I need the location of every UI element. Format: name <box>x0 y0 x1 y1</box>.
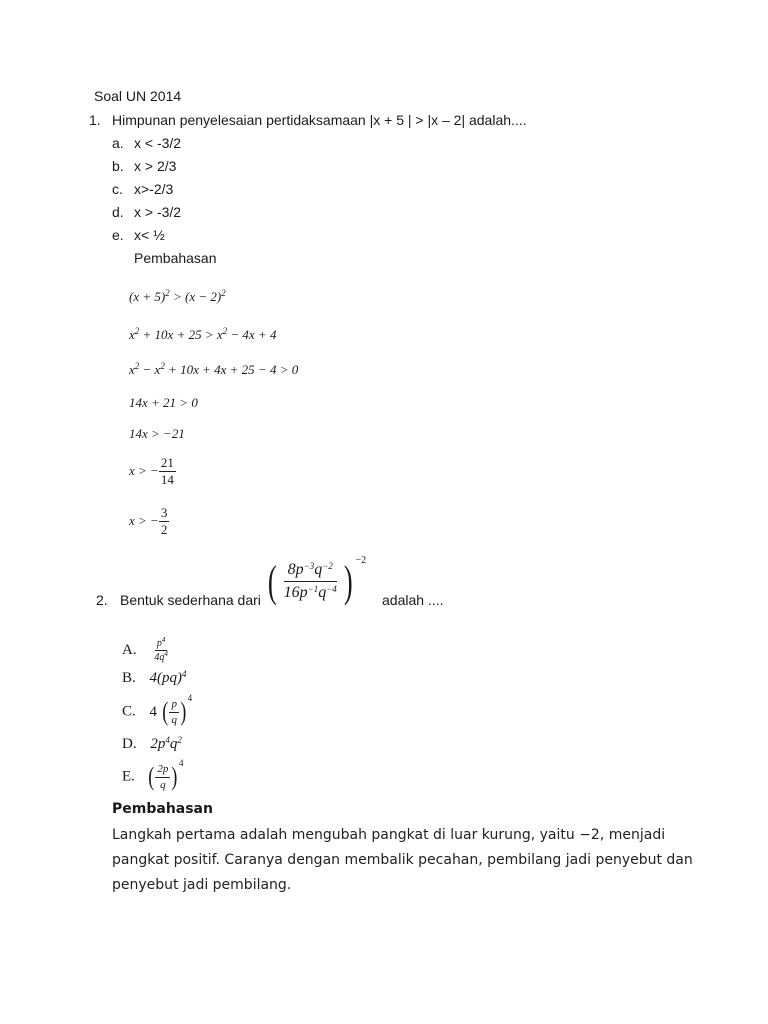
q2-solution-label: Pembahasan <box>112 801 213 817</box>
q2-question-suffix: adalah .... <box>382 592 444 608</box>
q1-option-text: x > -3/2 <box>134 204 182 220</box>
q1-option-text: x < -3/2 <box>134 135 182 151</box>
q1-option-letter: e. <box>112 227 124 243</box>
q2-option-letter: C. <box>122 703 136 720</box>
q2-solution-line: pangkat positif. Caranya dengan membalik pecahan, pembilang jadi penyebut dan <box>112 852 693 868</box>
q1-question: Himpunan penyelesaian pertidaksamaan |x + 5 | > |x – 2| adalah.... <box>112 112 527 128</box>
q1-option-text: x>-2/3 <box>134 181 174 197</box>
q1-option-letter: b. <box>112 158 124 174</box>
q1-option-text: x< ½ <box>134 227 165 243</box>
q1-number: 1. <box>89 112 101 128</box>
q2-question-prefix: Bentuk sederhana dari <box>120 592 261 608</box>
q2-option-letter: D. <box>122 736 137 752</box>
q1-option-letter: a. <box>112 135 124 151</box>
q1-step-6: x > − $\frac{21}{14}$ <box>129 455 174 488</box>
q2-solution-line: Langkah pertama adalah mengubah pangkat di luar kurung, yaitu −2, menjadi <box>112 827 666 843</box>
q2-solution-line: penyebut jadi pembilang. <box>112 877 292 893</box>
q1-option-letter: c. <box>112 181 123 197</box>
q1-step-2: $x^2 + 10x + 25 > x^2 - 4x + 4$ <box>129 326 277 342</box>
q1-step-1: $(x + 5)^2 > (x - 2)^2$ <box>129 288 226 304</box>
q1-step-3: $x^2 - x^2 + 10x + 4x + 25 - 4 > 0$ <box>129 361 299 377</box>
q1-solution-label: Pembahasan <box>134 250 217 266</box>
q2-option-letter: E. <box>122 768 135 785</box>
q2-option-e: E. ( $\frac{2p}{q}$ )$^4$ <box>122 758 184 791</box>
q1-step-5: 14x > −21 <box>129 426 185 441</box>
q2-option-a: A. $\frac{p^4}{4q^4}$ <box>122 636 168 663</box>
q2-option-letter: B. <box>122 670 136 686</box>
q2-expression: ( $\frac{8p^{-3}q^{-2}}{16p^{-1}q^{-4}}$ ) $^{-2}$ <box>267 555 367 606</box>
q2-number: 2. <box>96 592 108 608</box>
q1-option-text: x > 2/3 <box>134 158 177 174</box>
q2-option-c: C. 4 ( $\frac{p}{q}$ )$^4$ <box>122 693 193 726</box>
q1-step-4: 14x + 21 > 0 <box>129 395 198 410</box>
q1-step-7: x > − $\frac{3}{2}$ <box>129 505 168 538</box>
q2-option-letter: A. <box>122 641 137 658</box>
document-title: Soal UN 2014 <box>94 88 182 104</box>
q1-option-letter: d. <box>112 204 124 220</box>
q2-option-b: B. 4(pq)$^4$ <box>122 669 187 686</box>
q2-option-d: D. $2p^4q^2$ <box>122 735 182 752</box>
